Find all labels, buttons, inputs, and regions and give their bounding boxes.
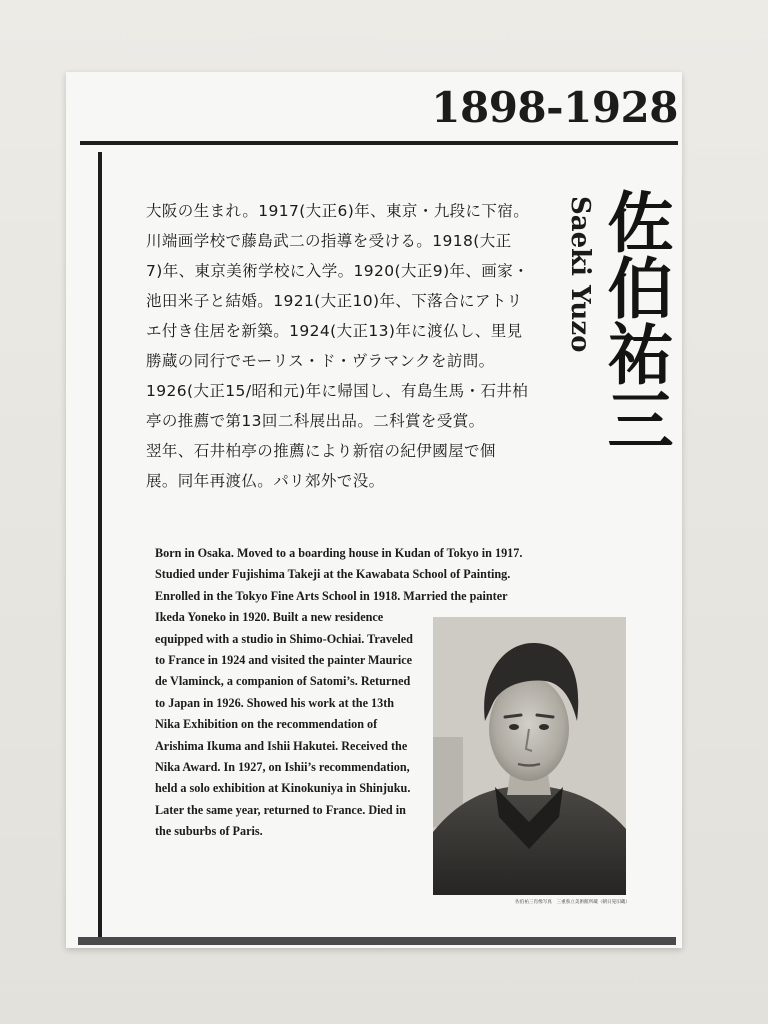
bio-en-line: to Japan in 1926. Showed his work at the 13th <box>155 695 395 710</box>
right-eyebrow <box>537 715 553 717</box>
top-divider-rule <box>80 141 678 145</box>
life-dates: 1898-1928 <box>431 83 678 132</box>
panel-bottom-edge <box>78 937 676 945</box>
bio-en-line: the suburbs of Paris. <box>155 824 263 839</box>
bio-jp-line: 7)年、東京美術学校に入学。1920(大正9)年、画家・ <box>146 262 530 280</box>
artist-portrait-photo <box>433 617 626 895</box>
bio-jp-line: 展。同年再渡仏。パリ郊外で没。 <box>146 472 385 490</box>
bio-en-line: Studied under Fujishima Takeji at the Kawabata School of Painting. <box>155 567 511 582</box>
bio-en-line: to France in 1924 and visited the painter Maurice <box>155 653 413 668</box>
bio-jp-line: 翌年、石井柏亭の推薦により新宿の紀伊國屋で個 <box>146 442 496 460</box>
biography-japanese <box>146 196 551 496</box>
side-divider-rule <box>98 152 102 937</box>
bio-jp-line: 亭の推薦で第13回二科展出品。二科賞を受賞。 <box>146 412 485 430</box>
bio-en-line: Later the same year, returned to France. Died in <box>155 802 406 817</box>
bio-en-line: equipped with a studio in Shimo-Ochiai. Traveled <box>155 631 413 646</box>
bio-jp-line: 大阪の生まれ。1917(大正6)年、東京・九段に下宿。 <box>146 202 530 220</box>
bio-en-line: de Vlaminck, a companion of Satomi’s. Returned <box>155 674 411 689</box>
right-eye <box>539 724 549 730</box>
left-eye <box>509 724 519 730</box>
bio-jp-line: 勝蔵の同行でモーリス・ド・ヴラマンクを訪問。 <box>146 352 495 370</box>
left-eyebrow <box>505 715 521 717</box>
bio-en-line: held a solo exhibition at Kinokuniya in Shinjuku. <box>155 781 411 796</box>
portrait-illustration <box>433 617 626 895</box>
photo-credit-caption: 佐伯祐三肖像写真 三重県立美術館所蔵（朝日晃旧蔵） <box>515 900 630 905</box>
bio-jp-line: 池田米子と結婚。1921(大正10)年、下落合にアトリ <box>146 292 523 310</box>
artist-name-japanese: 佐伯祐三 <box>596 188 673 452</box>
bio-en-line: Ikeda Yoneko in 1920. Built a new residence <box>155 610 384 625</box>
bio-jp-line: 1926(大正15/昭和元)年に帰国し、有島生馬・石井柏 <box>146 382 529 400</box>
bio-jp-line: エ付き住居を新築。1924(大正13)年に渡仏し、里見 <box>146 322 523 340</box>
bio-en-line: Enrolled in the Tokyo Fine Arts School in 1918. Married the painter <box>155 588 508 603</box>
bio-en-line: Nika Exhibition on the recommendation of <box>155 717 378 732</box>
bio-jp-line: 川端画学校で藤島武二の指導を受ける。1918(大正 <box>146 232 512 250</box>
bio-en-line: Born in Osaka. Moved to a boarding house in Kudan of Tokyo in 1917. <box>155 546 523 560</box>
bio-en-line: Arishima Ikuma and Ishii Hakutei. Received the <box>155 738 408 753</box>
artist-name-romaji: Saeki Yuzo <box>565 196 595 353</box>
bio-en-line: Nika Award. In 1927, on Ishii’s recommendation, <box>155 760 410 775</box>
